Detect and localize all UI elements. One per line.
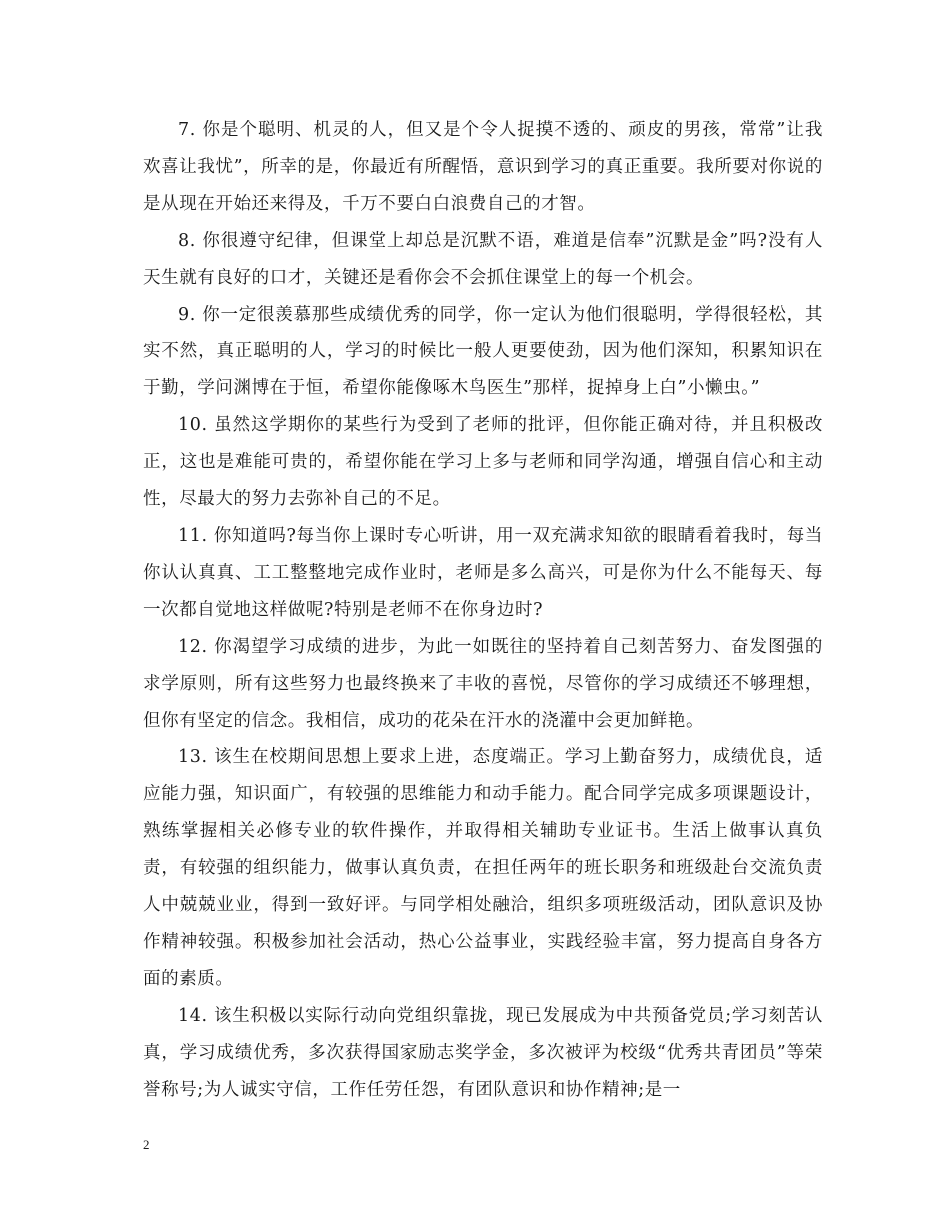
document-body xyxy=(143,112,823,1108)
paragraph-8: 8. 你很遵守纪律，但课堂上却总是沉默不语，难道是信奉”沉默是金”吗?没有人天生就有良好的口才，关键还是看你会不会抓住课堂上的每一个机会。 xyxy=(143,230,823,288)
paragraph-13: 13. 该生在校期间思想上要求上进，态度端正。学习上勤奋努力，成绩优良，适应能力强，知识面广，有较强的思维能力和动手能力。配合同学完成多项课题设计，熟练掌握相关必修专业的软件操作，并取得相关辅助专业证书。生活上做事认真负责，有较强的组织能力，做事认真负责，在担任两年的班长职务和班级赴台交流负责人中兢兢业业，得到一致好评。与同学相处融洽，组织多项班级活动，团队意识及协作精神较强。积极参加社会活动，热心公益事业，实践经验丰富，努力提高自身各方面的素质。 xyxy=(143,747,823,989)
paragraph-11: 11. 你知道吗?每当你上课时专心听讲，用一双充满求知欲的眼睛看着我时，每当你认认真真、工工整整地完成作业时，老师是多么高兴，可是你为什么不能每天、每一次都自觉地这样做呢?特别是老师不在你身边时? xyxy=(143,525,823,620)
paragraph-14: 14. 该生积极以实际行动向党组织靠拢，现已发展成为中共预备党员;学习刻苦认真，学习成绩优秀，多次获得国家励志奖学金，多次被评为校级“优秀共青团员”等荣誉称号;为人诚实守信，工作任劳任怨，有团队意识和协作精神;是一 xyxy=(143,1005,823,1100)
paragraph-9: 9. 你一定很羡慕那些成绩优秀的同学，你一定认为他们很聪明，学得很轻松，其实不然，真正聪明的人，学习的时候比一般人更要使劲，因为他们深知，积累知识在于勤，学问渊博在于恒，希望你能像啄木鸟医生”那样，捉掉身上白”小懒虫。” xyxy=(143,304,823,399)
paragraph-12: 12. 你渴望学习成绩的进步，为此一如既往的坚持着自己刻苦努力、奋发图强的求学原则，所有这些努力也最终换来了丰收的喜悦，尽管你的学习成绩还不够理想，但你有坚定的信念。我相信，成功的花朵在汗水的浇灌中会更加鲜艳。 xyxy=(143,636,823,731)
paragraph-10: 10. 虽然这学期你的某些行为受到了老师的批评，但你能正确对待，并且积极改正，这也是难能可贵的，希望你能在学习上多与老师和同学沟通，增强自信心和主动性，尽最大的努力去弥补自己的不足。 xyxy=(143,415,823,510)
paragraph-7: 7. 你是个聪明、机灵的人，但又是个令人捉摸不透的、顽皮的男孩，常常”让我欢喜让我忧”，所幸的是，你最近有所醒悟，意识到学习的真正重要。我所要对你说的是从现在开始还来得及，千万不要白白浪费自己的才智。 xyxy=(143,120,823,214)
page-number: 2 xyxy=(143,1137,150,1152)
